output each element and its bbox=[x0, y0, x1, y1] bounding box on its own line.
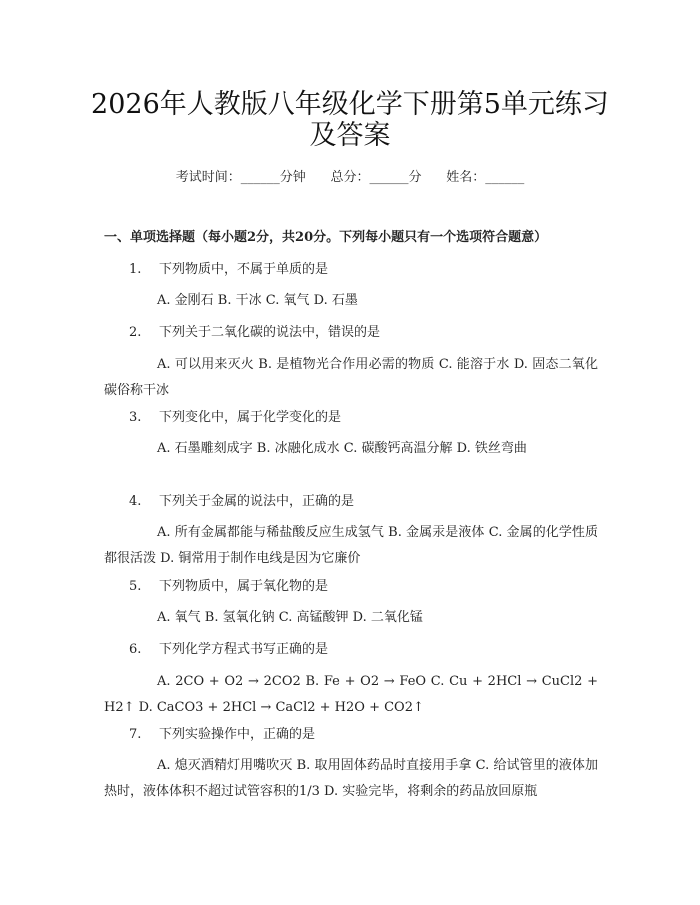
question-stem bbox=[129, 408, 341, 428]
question-number: 3. bbox=[129, 410, 142, 425]
document-title-line-2: 及答案 bbox=[309, 120, 391, 151]
question-text: 下列化学方程式书写正确的是 bbox=[159, 642, 329, 657]
question-number: 5. bbox=[129, 579, 142, 594]
question-number: 2. bbox=[129, 325, 142, 340]
question-options: A. 氧气 B. 氢氧化钠 C. 高锰酸钾 D. 二氧化锰 bbox=[157, 610, 423, 625]
question-number: 6. bbox=[129, 642, 142, 657]
question-options: A. 石墨雕刻成字 B. 冰融化成水 C. 碳酸钙高温分解 D. 铁丝弯曲 bbox=[157, 441, 527, 456]
exam-info-line: 考试时间：______分钟 总分：______分 姓名：______ bbox=[175, 170, 525, 185]
question-text: 下列实验操作中，正确的是 bbox=[159, 727, 316, 742]
question-options: A. 2CO + O2 → 2CO2 B. Fe + O2 → FeO C. Cu + 2HCl → CuCl2 + H2↑ D. CaCO3 + 2HCl → CaCl2 + H2O + CO2↑ bbox=[104, 674, 598, 715]
question-options: A. 可以用来灭火 B. 是植物光合作用必需的物质 C. 能溶于水 D. 固态二氧化碳俗称干冰 bbox=[104, 357, 598, 398]
section-heading-single-choice: 一、单项选择题（每小题2分，共20分。下列每小题只有一个选项符合题意） bbox=[104, 230, 548, 245]
question-options: A. 金刚石 B. 干冰 C. 氧气 D. 石墨 bbox=[157, 293, 358, 308]
question-stem bbox=[129, 260, 328, 280]
question-text: 下列物质中，不属于单质的是 bbox=[159, 262, 329, 277]
question-stem bbox=[129, 640, 328, 660]
question-options: A. 熄灭酒精灯用嘴吹灭 B. 取用固体药品时直接用手拿 C. 给试管里的液体加热时，液体体积不超过试管容积的1/3 D. 实验完毕，将剩余的药品放回原瓶 bbox=[104, 758, 598, 799]
question-number: 4. bbox=[129, 494, 142, 509]
question-number: 7. bbox=[129, 727, 142, 742]
question-text: 下列变化中，属于化学变化的是 bbox=[159, 410, 342, 425]
question-text: 下列关于二氧化碳的说法中，错误的是 bbox=[159, 325, 381, 340]
question-text: 下列物质中，属于氧化物的是 bbox=[159, 579, 329, 594]
document-title-line-1: 2026年人教版八年级化学下册第5单元练习 bbox=[91, 89, 609, 120]
question-options: A. 所有金属都能与稀盐酸反应生成氢气 B. 金属汞是液体 C. 金属的化学性质都很活泼 D. 铜常用于制作电线是因为它廉价 bbox=[104, 525, 598, 566]
question-stem bbox=[129, 577, 328, 597]
question-stem bbox=[129, 492, 354, 512]
question-text: 下列关于金属的说法中，正确的是 bbox=[159, 494, 355, 509]
question-stem bbox=[129, 725, 315, 745]
question-number: 1. bbox=[129, 262, 142, 277]
question-stem bbox=[129, 323, 380, 343]
